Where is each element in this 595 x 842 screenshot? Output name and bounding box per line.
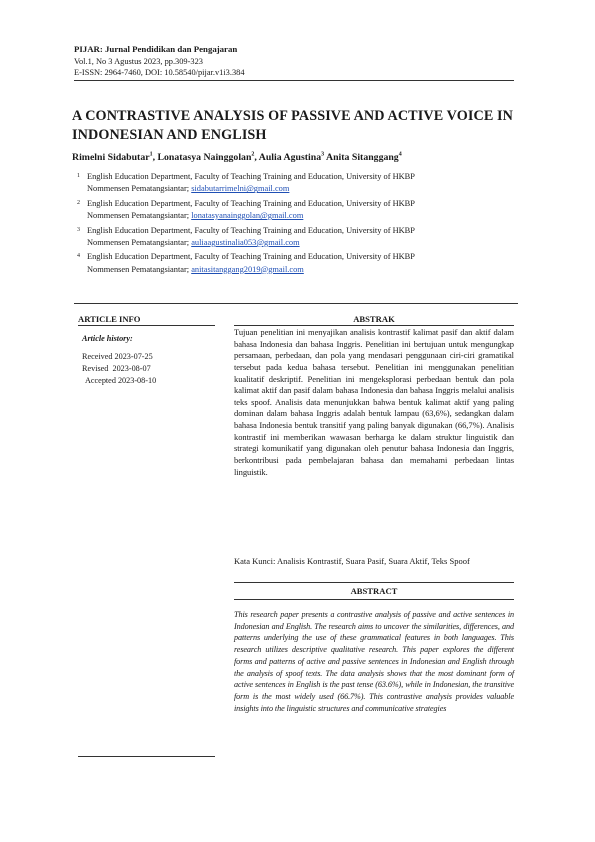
journal-issn-doi: E-ISSN: 2964-7460, DOI: 10.58540/pijar.v1i3.384	[74, 68, 245, 77]
affiliation-number: 1	[77, 173, 80, 179]
article-info-divider	[78, 325, 215, 326]
affiliation-text: English Education Department, Faculty of Teaching Training and Education, University of HKBP	[87, 172, 415, 181]
affiliation-institution: Nommensen Pematangsiantar;	[87, 237, 190, 247]
abstract-heading: ABSTRACT	[350, 586, 398, 596]
author-name: Lonatasya Nainggolan	[157, 152, 252, 163]
section-divider	[74, 303, 518, 304]
affiliation-item	[72, 198, 532, 225]
abstract-divider	[234, 599, 514, 600]
affiliation-text: English Education Department, Faculty of Teaching Training and Education, University of HKBP	[87, 252, 415, 262]
affiliation-item	[72, 171, 532, 198]
author-name: Aulia Agustina	[258, 152, 322, 163]
affiliation-institution: Nommensen Pematangsiantar;	[87, 211, 190, 221]
author-affil-number: 2	[251, 151, 255, 158]
affiliation-list	[72, 171, 532, 278]
email-link[interactable]: anitasitanggang2019@gmail.com	[191, 264, 304, 274]
abstract-top-divider	[234, 582, 514, 583]
journal-name: PIJAR: Jurnal Pendidikan dan Pengajaran	[74, 44, 238, 54]
journal-header	[74, 44, 514, 79]
article-info-bottom-divider	[78, 756, 215, 757]
abstrak-keywords: Kata Kunci: Analisis Kontrastif, Suara Pasif, Suara Aktif, Teks Spoof	[234, 556, 470, 566]
affiliation-number: 4	[77, 253, 80, 260]
author-affil-number: 3	[321, 151, 325, 158]
accepted-date: Accepted 2023-08-10	[85, 376, 157, 385]
affiliation-institution: Nommensen Pematangsiantar;	[87, 184, 190, 194]
affiliation-text-cont	[87, 183, 532, 195]
affiliation-number: 3	[77, 226, 80, 233]
author-separator: ,	[254, 152, 259, 163]
journal-volume: Vol.1, No 3 Agustus 2023, pp.309-323	[74, 56, 203, 66]
affiliation-institution: Nommensen Pematangsiantar;	[87, 264, 190, 274]
header-divider	[74, 80, 514, 81]
email-link[interactable]: sidabutarrimelni@gmail.com	[191, 184, 290, 194]
email-link[interactable]: auliaagustinalia053@gmail.com	[191, 237, 300, 247]
affiliation-text: English Education Department, Faculty of Teaching Training and Education, University of HKBP	[87, 198, 415, 208]
revised-date: Revised 2023-08-07	[82, 364, 151, 373]
abstrak-text: Tujuan penelitian ini menyajikan analisis kontrastif kalimat pasif dan aktif dalam bahasa Indonesia dan bahasa Inggris. Penelitian ini bertujuan untuk mengungkap persamaan, perbedaan, dan pola yang mendasari penggunaan ciri-ciri gramatikal tersebut pada kedua bahasa tersebut. Penelitian ini menggunakan penelitian kualitatif deskriptif. Penelitian ini mengeksplorasi perbedaan bentuk dan pola kalimat aktif dan pasif dalam bahasa Indonesia dan bahasa Inggris melalui analisis teks spoof. Analisis data menunjukkan bahwa bentuk kalimat aktif yang paling dominan dalam bahasa Inggris adalah bentuk lampau (63,6%), sedangkan dalam bahasa Indonesia bentuk transitif yang paling banyak digunakan (66,7%). Analisis kontrastif ini memberikan wawasan berharga ke dalam struktur linguistik dan strategi komunikatif yang digunakan oleh penutur bahasa Indonesia dan Inggris, berkontribusi pada pembelajaran bahasa dan memahami perbedaan lintas linguistik.	[234, 327, 514, 477]
author-name: Rimelni Sidabutar	[72, 152, 150, 163]
author-list	[72, 152, 532, 163]
affiliation-text-cont	[87, 210, 532, 222]
affiliation-number: 2	[77, 199, 80, 206]
author-affil-number: 4	[398, 151, 402, 158]
paper-title: A CONTRASTIVE ANALYSIS OF PASSIVE AND ACTIVE VOICE IN INDONESIAN AND ENGLISH	[72, 108, 513, 143]
abstrak-heading: ABSTRAK	[353, 314, 395, 324]
article-history-label: Article history:	[82, 334, 133, 343]
abstrak-divider	[234, 325, 514, 326]
abstract-text: This research paper presents a contrastive analysis of passive and active sentences in Indonesian and English. The research aims to uncover the similarities, differences, and patterns underlying the use of these grammatical features in both languages. This research utilizes descriptive qualitative research. This paper explores the different forms and patterns of active and passive sentences in Indonesian and English through the analysis of spoof texts. The data analysis shows that the most dominant form of active sentences in English is the past tense (63.6%), while in Indonesian, the transitive form is the most widely used (66.7%). This contrastive analysis provides valuable insights into the linguistic structures and communicative strategies	[234, 610, 514, 713]
affiliation-text-cont	[87, 237, 532, 249]
affiliation-item	[72, 251, 532, 278]
author-affil-number: 1	[149, 151, 153, 158]
email-link[interactable]: lonatasyanainggolan@gmail.com	[191, 211, 304, 221]
affiliation-item	[72, 225, 532, 252]
received-date: Received 2023-07-25	[82, 352, 153, 361]
affiliation-text-cont	[87, 264, 532, 276]
author-separator: ,	[152, 152, 158, 163]
article-info-heading: ARTICLE INFO	[78, 314, 141, 324]
affiliation-text: English Education Department, Faculty of Teaching Training and Education, University of HKBP	[87, 225, 415, 235]
author-name: Anita Sitanggang	[326, 152, 399, 163]
